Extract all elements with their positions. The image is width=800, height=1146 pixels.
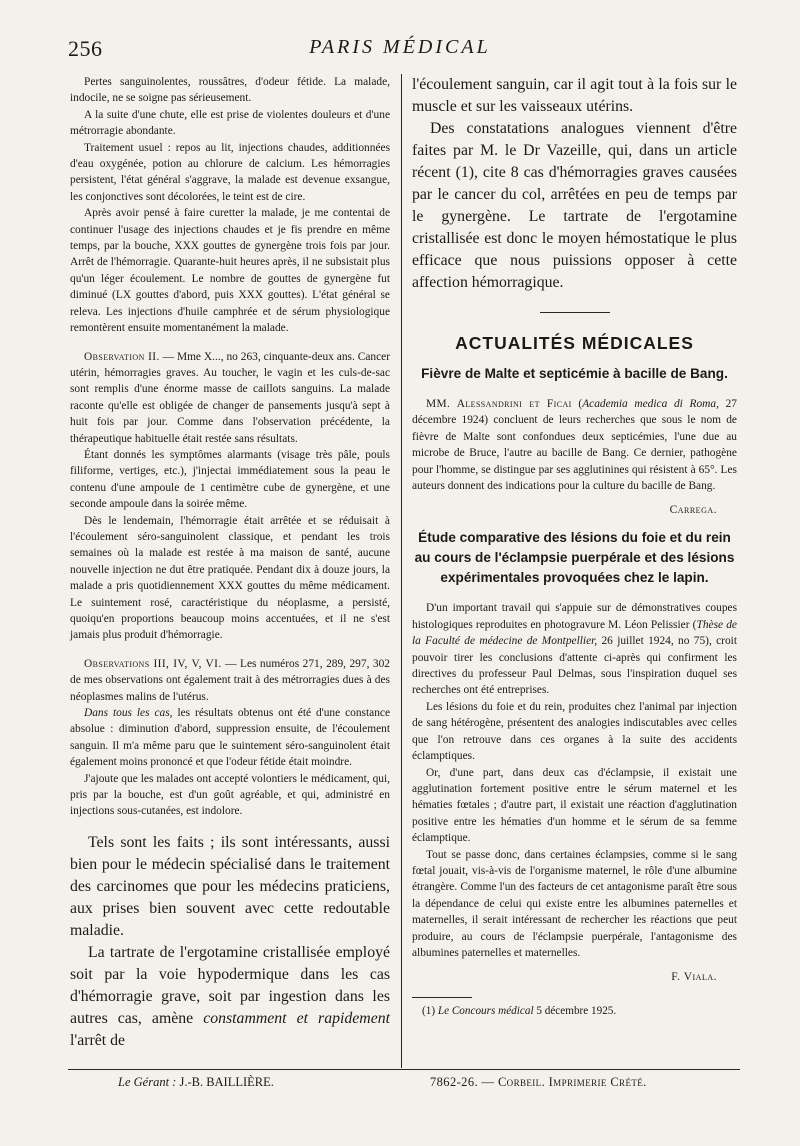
article-title: Étude comparative des lésions du foie et du rein au cours de l'éclampsie puerpérale et des lésions expérimentales provoquées chez le lapin. <box>414 530 735 586</box>
left-column <box>70 74 390 1052</box>
footnote-divider <box>412 997 472 998</box>
printer-line: 7862-26. — Corbeil. Imprimerie Crété. <box>430 1075 647 1089</box>
paragraph: A la suite d'une chute, elle est prise de violentes douleurs et d'une métrorragie abondante. <box>70 108 390 138</box>
gerant-label: Le Gérant : <box>118 1075 177 1089</box>
section-divider <box>540 312 610 313</box>
footnote-number: (1) <box>422 1005 438 1018</box>
paragraph-text: 27 décembre 1924) concluent de leurs recherches que sous le nom de fièvre de Malte sont confondues deux septicémies, l'une due au microbe de Bruce, l'autre au bacille de Bang. Ce dernier, pathogène pour l'homme, se distingue par ses agglutinines qui résistent à 65°. Les auteurs donnent des indications pour la culture du bacille de Bang. <box>412 398 737 493</box>
paragraph <box>70 705 390 771</box>
article-signature: Carrega. <box>669 504 717 517</box>
article-signature: F. Viala. <box>671 971 717 984</box>
observation-text: — Mme X..., no 263, cinquante-deux ans. Cancer utérin, hémorragies graves. Au toucher, le vagin et les culs-de-sac sont remplis d'une énorme masse de caillots sanguins. La malade raconte qu'elle est obligée de changer de pansements jusqu'à sept à huit fois par jour. Comme dans l'observation précédente, la thérapeutique habituelle était restée sans résultats. <box>70 350 390 445</box>
paragraph-text: les résultats obtenus ont été d'une constance absolue : diminution d'abord, suppression ensuite, de l'écoulement sanguin. Il m'a même paru que le suintement séro-sanguinolent était également moins prononcé et que l'odeur fétide était moindre. <box>70 707 390 769</box>
paragraph-text: 26 juillet 1924, no 75), croit pouvoir tirer les conclusions d'attente ci-après qui confirment les directives du professeur Paul Delmas, sous l'inspiration duquel ses recherches ont été entreprises. <box>412 635 737 697</box>
gerant-line <box>118 1075 274 1090</box>
paragraph: Après avoir pensé à faire curetter la malade, je me contentai de continuer l'usage des injections chaudes et je fis prendre en même temps, par la bouche, XXX gouttes de gynergène trois fois par jour. Arrêt de l'hémorragie. Quarante-huit heures après, il ne subsistait plus qu'un léger écoulement. Le nombre de gouttes de gynergène fut diminué (LX gouttes d'abord, puis XXX gouttes). L'état général se releva. Les injections d'huile camphrée et de sérum physiologique remontèrent ensuite momentanément la malade. <box>70 207 390 335</box>
paragraph: Pertes sanguinolentes, roussâtres, d'odeur fétide. La malade, indocile, ne se soigne pas sérieusement. <box>70 76 390 105</box>
paragraph: Étant donnés les symptômes alarmants (visage très pâle, pouls filiforme, vertiges, etc.), j'injectai immédiatement sous la peau le contenu d'une ampoule de 1 centimètre cube de gynergène, et une seconde ampoule dans la soirée même. <box>70 448 390 511</box>
article-paragraph: MM. Alessandrini et Ficai (Academia medica di Roma, 27 décembre 1924) concluent de leurs recherches que sous le nom de fièvre de Malte sont confondues deux septicémies, l'une due au microbe de Bruce, l'autre au bacille de Bang. Ce dernier, pathogène pour l'homme, se distingue par ses agglutinines qui résistent à 65°. Les auteurs donnent des indications pour la culture du bacille de Bang. <box>412 398 737 493</box>
paragraph-text: D'un important travail qui s'appuie sur de démonstratives coupes histologiques reproduites en photogravure M. Léon Pelissier ( <box>412 602 737 631</box>
italic-phrase: Thèse de la Faculté de médecine de Montpellier, <box>412 618 737 648</box>
page-header <box>0 36 800 66</box>
italic-phrase: constamment et rapidement <box>203 1009 391 1027</box>
observation-2 <box>70 349 390 447</box>
article-paragraph: Les lésions du foie et du rein, produites chez l'animal par injection de sang hétérogène, présentent des analogies indiscutables avec celles que l'on retrouve dans ces organes à la suite des accidents éclamptiques. <box>412 700 737 763</box>
paragraph-text: La tartrate de l'ergotamine cristallisée employé soit par la voie hypodermique dans les cas d'hémorragie grave, soit par ingestion dans les autres cas, amène <box>70 943 390 1027</box>
section-title: ACTUALITÉS MÉDICALES <box>455 333 694 353</box>
footnote-text: 5 décembre 1925. <box>533 1005 617 1018</box>
observation-label: Observation II. <box>84 350 160 363</box>
italic-phrase: Dans tous les cas, <box>84 707 173 720</box>
large-paragraph <box>70 942 390 1052</box>
paragraph: J'ajoute que les malades ont accepté volontiers le médicament, qui, pris par la bouche, est d'un goût agréable, et qui, administré en injections sous-cutanées, est indolore. <box>70 772 390 818</box>
gerant-name: J.-B. BAILLIÈRE. <box>176 1075 274 1089</box>
paragraph: Traitement usuel : repos au lit, injections chaudes, additionnées d'eau oxygénée, potion au chlorure de calcium. Les hémorragies persistent, l'état général s'aggrave, la malade est devenue exsangue, les conjonctives sont décolorées, le teint est de cire. <box>70 141 390 203</box>
article-paragraph: Tout se passe donc, dans certaines éclampsies, comme si le sang fœtal jouait, vis-à-vis de l'organisme maternel, le rôle d'une albumine étrangère. Comme l'un des facteurs de cet antagonisme paraît être sous la dépendance de celui qui existe entre les albumines paternelles et maternelles, il serait intéressant de rechercher les réactions que peut produire, au cours de l'éclampsie puerpérale, l'antagonisme des albumines paternelles et maternelles. <box>412 848 737 959</box>
large-paragraph: l'écoulement sanguin, car il agit tout à la fois sur le muscle et sur les vaisseaux utérins. <box>412 76 737 115</box>
observation-text: — Les numéros 271, 289, 297, 302 de mes observations ont également trait à des métrorragies dues à des néoplasmes malins de l'utérus. <box>70 657 390 703</box>
article-title: Fièvre de Malte et septicémie à bacille de Bang. <box>421 366 728 381</box>
observation-label: Observations III, IV, V, VI. <box>84 657 222 670</box>
paragraph-text: l'arrêt de <box>70 1031 126 1049</box>
article-source: Academia medica di Roma, <box>582 398 719 410</box>
column-divider <box>401 74 402 1068</box>
right-column <box>412 74 737 1019</box>
article-paragraph <box>412 600 737 698</box>
journal-title: PARIS MÉDICAL <box>309 36 491 58</box>
large-paragraph: Des constatations analogues viennent d'être faites par M. le Dr Vazeille, qui, dans un article récent (1), cite 8 cas d'hémorragies graves causées par le cancer du col, arrêtées en peu de temps par le gynergène. Le tartrate de l'ergotamine cristallisée est donc le moyen hémostatique le plus efficace que nous puissions opposer à cette affection hémorragique. <box>412 120 737 291</box>
paragraph: Dès le lendemain, l'hémorragie était arrêtée et se réduisait à l'écoulement séro-sanguinolent classique, et pendant les trois semaines où la malade est restée à ma maison de santé, aucune nouvelle injection ne dut être pratiquée. Pendant dix à douze jours, la malade a pris quotidiennement XXX gouttes du même médicament. Le suintement rosé, caractéristique du néoplasme, a persisté, quoiqu'en proportions beaucoup moins accentuées, et il ne s'est jamais plus produit d'hémorragie. <box>70 514 390 642</box>
article-paragraph: Or, d'une part, dans deux cas d'éclampsie, il existait une agglutination fortement positive entre le sérum maternel et les hématies fœtales ; d'autre part, il existait une réaction d'agglutination positive entre les hématies d'un homme et le sérum de sa femme éclamptique. <box>412 766 737 845</box>
page-footer <box>0 1075 800 1097</box>
observation-3-6 <box>70 656 390 705</box>
page-number: 256 <box>68 36 103 61</box>
footnote-source: Le Concours médical <box>437 1005 534 1018</box>
large-paragraph: Tels sont les faits ; ils sont intéressants, aussi bien pour le médecin spécialisé dans le traitement des carcinomes que pour les médecins praticiens, aux prises bien souvent avec cette redoutable maladie. <box>70 833 390 939</box>
footnote <box>412 1004 737 1019</box>
article-authors: MM. Alessandrini et Ficai <box>426 398 572 410</box>
footer-rule <box>68 1069 740 1070</box>
